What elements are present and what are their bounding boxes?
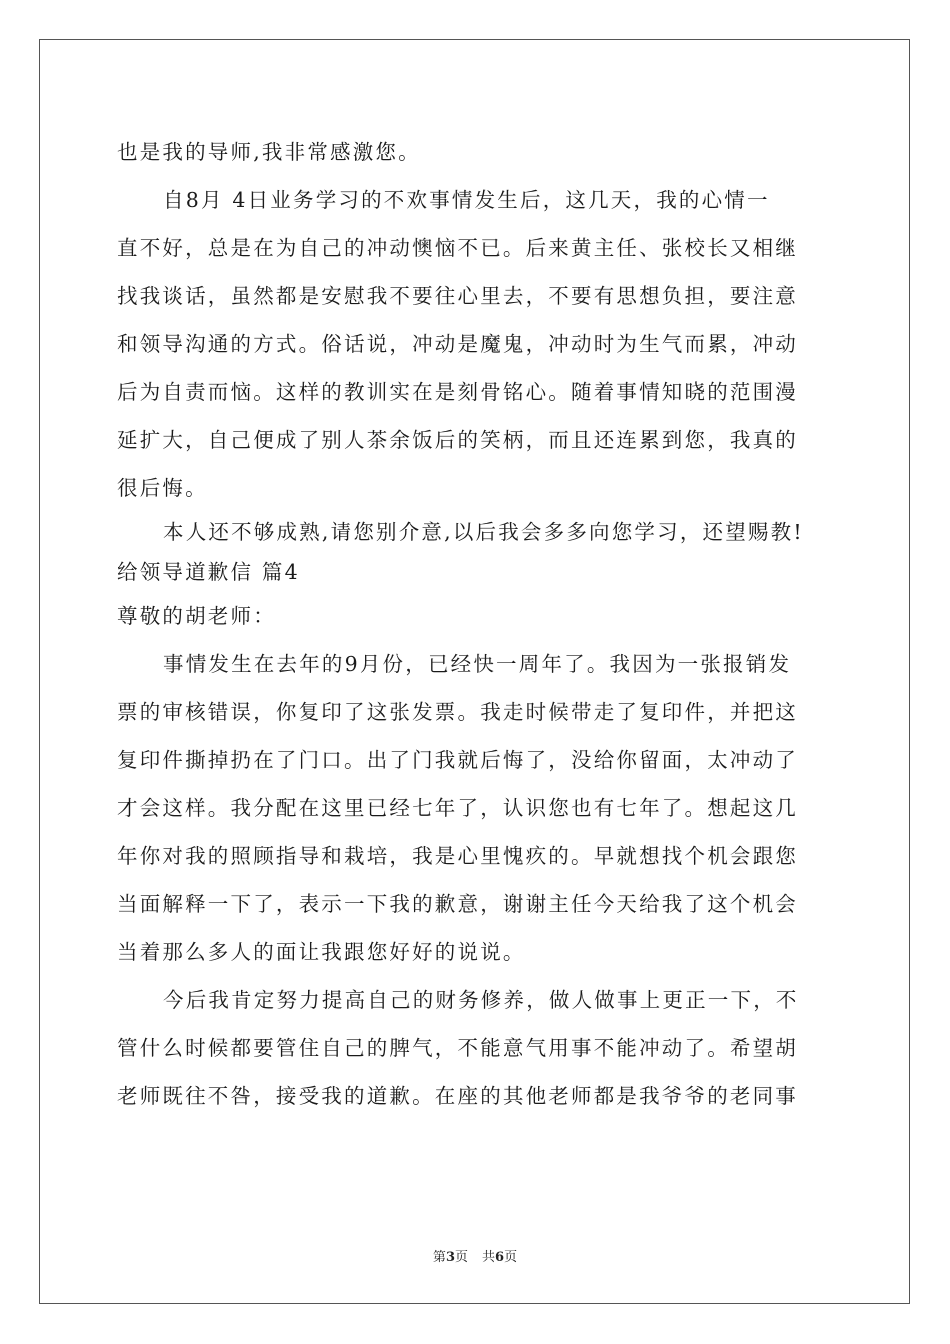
total-suffix: 页	[504, 1250, 518, 1265]
text-line-13: 票的审核错误，你复印了这张发票。我走时候带走了复印件，并把这	[117, 700, 798, 724]
page-prefix: 第	[432, 1250, 446, 1265]
text-line-6: 后为自责而恼。这样的教训实在是刻骨铭心。随着事情知晓的范围漫	[117, 380, 798, 404]
total-prefix: 共	[482, 1250, 496, 1265]
text-line-2: 自8月 4日业务学习的不欢事情发生后，这几天，我的心情一	[163, 188, 770, 212]
page-footer	[0, 1246, 950, 1265]
text-line-4: 找我谈话，虽然都是安慰我不要往心里去，不要有思想负担，要注意	[117, 284, 798, 308]
section-heading: 给领导道歉信 篇4	[117, 560, 300, 584]
page-suffix: 页	[454, 1250, 468, 1265]
text-line-16: 年你对我的照顾指导和栽培，我是心里愧疚的。早就想找个机会跟您	[117, 844, 798, 868]
text-line-5: 和领导沟通的方式。俗话说，冲动是魔鬼，冲动时为生气而累，冲动	[117, 332, 798, 356]
salutation: 尊敬的胡老师：	[117, 604, 276, 628]
text-line-21: 老师既往不咎，接受我的道歉。在座的其他老师都是我爷爷的老同事	[117, 1084, 798, 1108]
text-line-3: 直不好，总是在为自己的冲动懊恼不已。后来黄主任、张校长又相继	[117, 236, 798, 260]
page-current: 3	[445, 1250, 455, 1265]
text-line-17: 当面解释一下了，表示一下我的歉意，谢谢主任今天给我了这个机会	[117, 892, 798, 916]
text-line-15: 才会这样。我分配在这里已经七年了，认识您也有七年了。想起这几	[117, 796, 798, 820]
text-line-1: 也是我的导师,我非常感激您。	[117, 140, 421, 164]
text-line-7: 延扩大，自己便成了别人茶余饭后的笑柄，而且还连累到您，我真的	[117, 428, 798, 452]
text-line-19: 今后我肯定努力提高自己的财务修养，做人做事上更正一下，不	[163, 988, 799, 1012]
text-line-20: 管什么时候都要管住自己的脾气，不能意气用事不能冲动了。希望胡	[117, 1036, 798, 1060]
document-body	[117, 128, 837, 1120]
text-line-12: 事情发生在去年的9月份，已经快一周年了。我因为一张报销发	[163, 652, 792, 676]
text-line-18: 当着那么多人的面让我跟您好好的说说。	[117, 940, 526, 964]
text-line-9: 本人还不够成熟,请您别介意,以后我会多多向您学习，还望赐教!	[163, 520, 804, 544]
text-line-8: 很后悔。	[117, 476, 208, 500]
text-line-14: 复印件撕掉扔在了门口。出了门我就后悔了，没给你留面，太冲动了	[117, 748, 798, 772]
page-total: 6	[495, 1250, 505, 1265]
